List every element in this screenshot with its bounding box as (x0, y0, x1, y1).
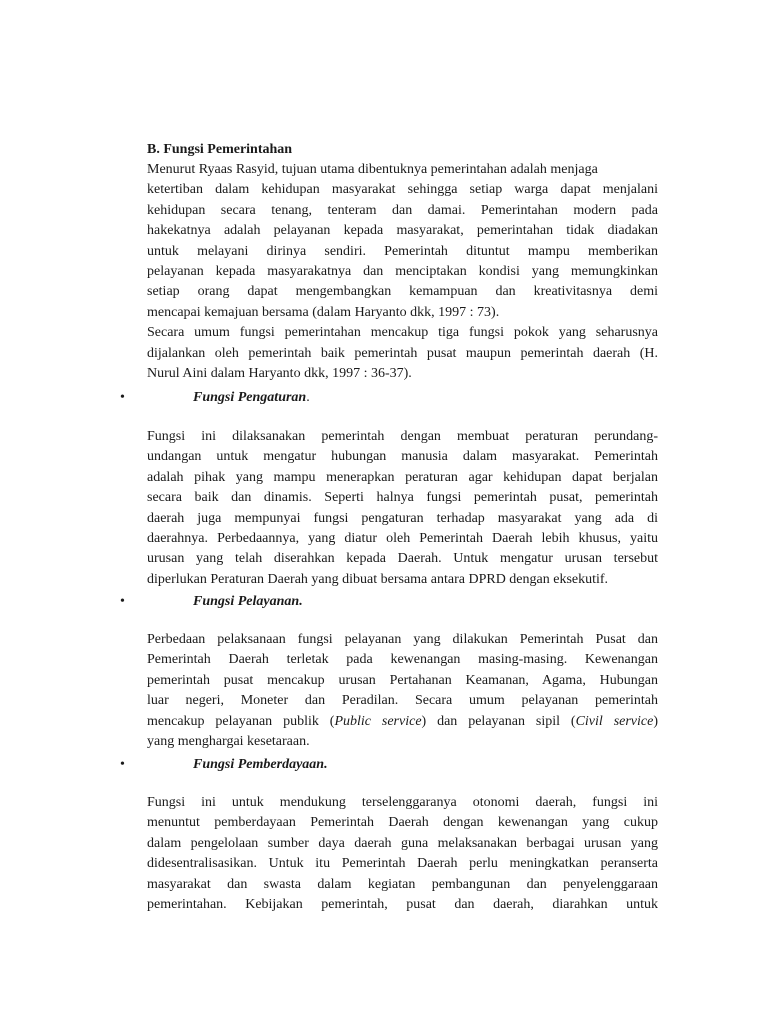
bullet-icon: • (120, 757, 125, 772)
text-line: Pemerintah Daerah terletak pada kewenangan masing-masing. Kewenangan (147, 652, 658, 668)
text-line: hakekatnya adalah pelayanan kepada masyarakat, pemerintahan tidak diadakan (147, 223, 658, 239)
text-line: Fungsi ini untuk mendukung terselenggaranya otonomi daerah, fungsi ini (147, 795, 658, 810)
text-line: diperlukan Peraturan Daerah yang dibuat bersama antara DPRD dengan eksekutif. (147, 571, 609, 587)
section-heading: B. Fungsi Pemerintahan (147, 142, 293, 157)
text-line: secara baik dan dinamis. Seperti halnya fungsi pemerintah pusat, pemerintah (147, 490, 658, 506)
text-line: Fungsi ini dilaksanakan pemerintah dengan membuat peraturan perundang- (147, 429, 658, 444)
text-line: yang menghargai kesetaraan. (147, 734, 310, 750)
intro-paragraph (147, 160, 658, 384)
text-line: luar negeri, Moneter dan Peradilan. Secara umum pelayanan pemerintah (147, 693, 658, 709)
function-title-pengaturan (193, 388, 310, 408)
text-segment: ) dan pelayanan sipil ( (421, 713, 576, 729)
text-line: Secara umum fungsi pemerintahan mencakup tiga fungsi pokok yang seharusnya (147, 325, 658, 341)
text-line: masyarakat dan swasta dalam kegiatan pembangunan dan penyelenggaraan (147, 876, 658, 892)
text-segment-italic: Public service (334, 713, 422, 729)
text-segment: ) (653, 713, 659, 729)
text-line: undangan untuk mengatur hubungan manusia dalam masyarakat. Pemerintah (147, 449, 658, 465)
pelayanan-paragraph (147, 630, 658, 752)
text-line: daerahnya. Perbedaannya, yang diatur oleh Pemerintah Daerah lebih khusus, yaitu (147, 531, 658, 547)
text-line: pemerintahan. Kebijakan pemerintah, pusat dan daerah, diarahkan untuk (147, 897, 658, 913)
text-line (147, 712, 658, 732)
text-line: pelayanan kepada masyarakatnya dan menciptakan kondisi yang memungkinkan (147, 264, 658, 280)
pemberdayaan-paragraph (147, 793, 658, 915)
text-line: untuk melayani dirinya sendiri. Pemerintah dituntut mampu memberikan (147, 243, 658, 259)
bullet-icon: • (120, 594, 125, 609)
text-line: daerah juga mempunyai fungsi pengaturan terhadap masyarakat yang ada di (147, 510, 658, 526)
text-line: Perbedaan pelaksanaan fungsi pelayanan yang dilakukan Pemerintah Pusat dan (147, 632, 658, 647)
text-line: ketertiban dalam kehidupan masyarakat sehingga setiap warga dapat menjalani (147, 182, 658, 198)
text-line: Menurut Ryaas Rasyid, tujuan utama dibentuknya pemerintahan adalah menjaga (147, 162, 598, 177)
text-segment: mencakup pelayanan publik ( (147, 713, 335, 729)
bullet-icon: • (120, 390, 125, 405)
text-line: menuntut pemberdayaan Pemerintah Daerah dengan kewenangan yang cukup (147, 815, 658, 831)
text-line: urusan yang telah diserahkan kepada Daerah. Untuk mengatur urusan tersebut (147, 551, 658, 567)
text-line: Nurul Aini dalam Haryanto dkk, 1997 : 36-37). (147, 366, 412, 382)
text-line: didesentralisasikan. Untuk itu Pemerintah Daerah perlu meningkatkan peranserta (147, 856, 658, 872)
text-line: dalam pengelolaan sumber daya daerah guna melaksanakan berbagai urusan yang (147, 835, 658, 851)
text-line: pemerintah pusat mencakup urusan Pertahanan Keamanan, Agama, Hubungan (147, 672, 658, 688)
pengaturan-paragraph (147, 427, 658, 590)
text-line: mencapai kemajuan bersama (dalam Haryanto dkk, 1997 : 73). (147, 304, 500, 320)
text-segment-italic: Civil service (575, 713, 654, 729)
function-title-period: . (306, 390, 310, 405)
function-title-text: Fungsi Pengaturan (193, 390, 307, 405)
function-title-pemberdayaan: Fungsi Pemberdayaan. (193, 757, 328, 772)
text-line: setiap orang dapat mengembangkan kemampuan dan kreativitasnya demi (147, 284, 658, 300)
text-line: dijalankan oleh pemerintah baik pemerintah pusat maupun pemerintah daerah (H. (147, 345, 658, 361)
function-title-pelayanan: Fungsi Pelayanan. (193, 594, 303, 609)
text-line: adalah pihak yang mampu menerapkan peraturan agar kehidupan dapat berjalan (147, 469, 658, 485)
text-line: kehidupan secara tenang, tenteram dan damai. Pemerintahan modern pada (147, 202, 658, 218)
